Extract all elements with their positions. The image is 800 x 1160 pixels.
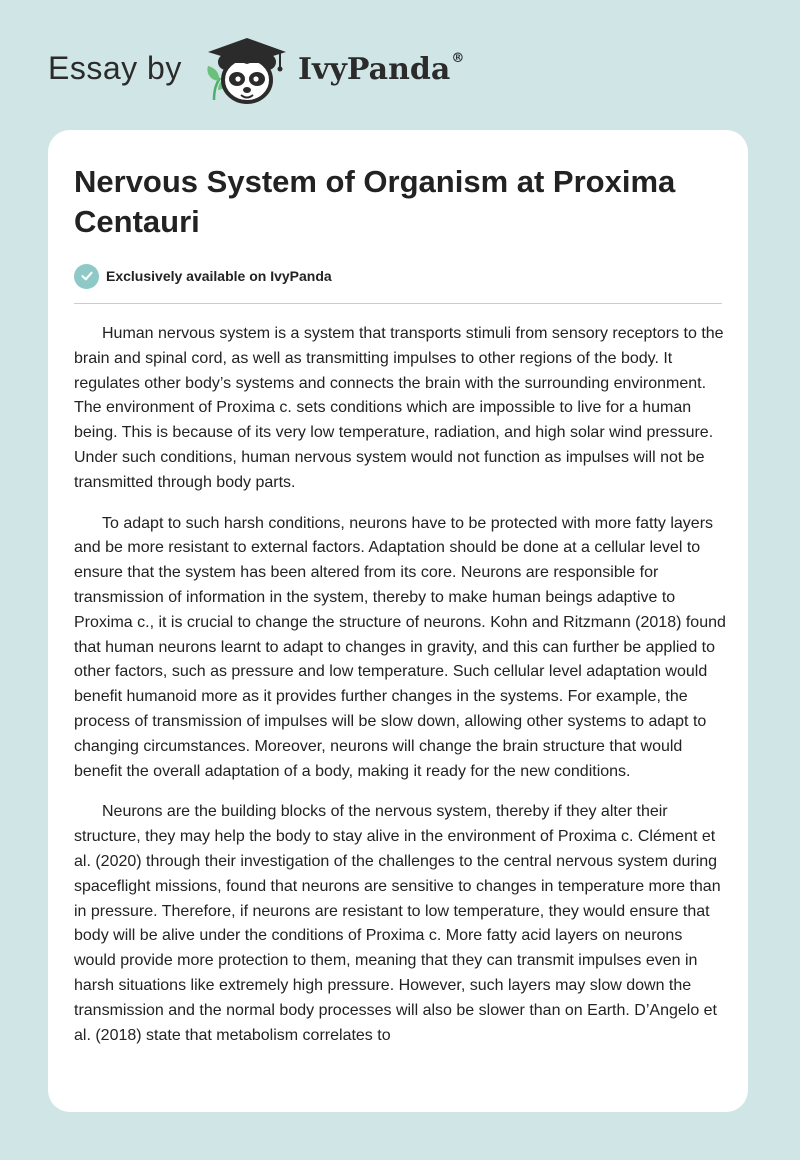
paragraph: Neurons are the building blocks of the nervous system, thereby if they alter their structure, they may help the body to stay alive in the environment of Proxima c. Clément et al. (2020) through their investigation of the challenges to the central nervous system during spaceflight missions, found that neurons are sensitive to changes in temperature more than in pressure. Therefore, if neurons are resistant to low temperature, they would ensure that body will be alive under the conditions of Proxima c. More fatty acid layers on neurons would provide more protection to them, meaning that they can transmit impulses even in harsh situations like extremely high pressure. However, such layers may slow down the transmission and the normal body processes will also be slower than on Earth. D’Angelo et al. (2018) state that metabolism correlates to [74, 803, 721, 1044]
site-header [0, 0, 800, 130]
registered-mark: ® [451, 51, 465, 66]
panda-graduate-logo-icon[interactable] [200, 34, 296, 108]
essay-body [74, 322, 726, 1064]
badge-text: Exclusively available on IvyPanda [106, 268, 332, 284]
essay-card [48, 130, 748, 1112]
brand-prefix: Essay by [48, 50, 182, 86]
brand-name[interactable] [298, 52, 464, 87]
essay-title: Nervous System of Organism at Proxima Centauri [74, 164, 676, 239]
brand-name-text: IvyPanda [298, 52, 451, 87]
paragraph: To adapt to such harsh conditions, neurons have to be protected with more fatty layers and be more resistant to external factors. Adaptation should be done at a cellular level to ensure that the system has been altered from its core. Neurons are responsible for transmission of information in the system, thereby to make human beings adaptive to Proxima c., it is crucial to change the structure of neurons. Kohn and Ritzmann (2018) found that human neurons learnt to adapt to changes in gravity, and this can further be applied to other factors, such as pressure and low temperature. Such cellular level adaptation would benefit humanoid more as it provides further changes in the systems. For example, the process of transmission of impulses will be slow down, allowing other systems to adapt to changing circumstances. Moreover, neurons will change the brain structure that would benefit the overall adaptation of a body, making it ready for the new conditions. [74, 514, 726, 780]
exclusive-badge [74, 263, 332, 289]
divider [74, 303, 722, 304]
paragraph: Human nervous system is a system that transports stimuli from sensory receptors to the brain and spinal cord, as well as transmitting impulses to other regions of the body. It regulates other body’s systems and connects the brain with the surrounding environment. The environment of Proxima c. sets conditions which are impossible to live for a human being. This is because of its very low temperature, radiation, and high solar wind pressure. Under such conditions, human nervous system would not function as impulses will not be transmitted through body parts. [74, 325, 724, 491]
check-icon [74, 264, 99, 289]
